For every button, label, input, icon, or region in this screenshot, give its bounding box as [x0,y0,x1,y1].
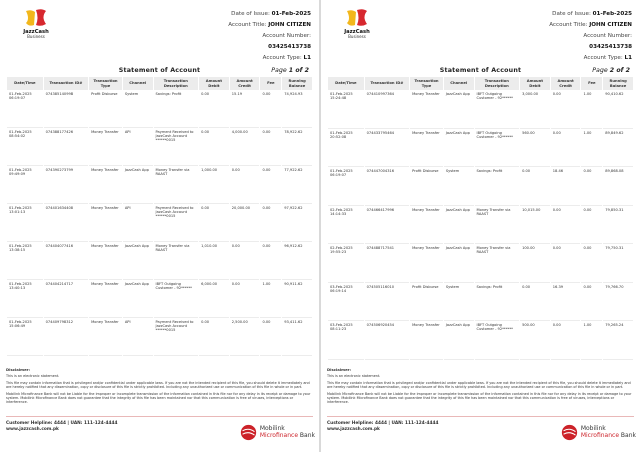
table-row [7,166,312,204]
table-cell: System [444,167,474,206]
account-number: 03425413738 [268,44,311,50]
table-row [7,242,312,280]
col-header: Transaction Description [475,77,520,90]
table-row [7,128,312,166]
table-cell: 3,000.00 [520,90,550,129]
table-cell: API [123,204,153,242]
mobilink-logo: Mobilink Microfinance Bank [240,424,315,441]
disclaimer-heading: Disclaimer: [6,367,31,372]
table-cell: 79,750.31 [603,244,633,283]
table-cell: Money Transfer [410,206,443,245]
table-cell: 03-Feb-2025 08:11:23 [328,321,364,360]
table-cell: JazzCash App [123,242,153,280]
table-cell: IBFT Outgoing Customer - 92****** [475,321,520,360]
statement-title: Statement of Account [118,67,201,74]
table-cell: Savings: Profit [154,90,199,128]
table-cell: 01-Feb-2025 15:24:48 [328,90,364,129]
table-cell: API [123,318,153,356]
table-cell: 0.00 [199,90,229,128]
col-header: Fee [581,77,602,90]
table-cell: 89,849.62 [603,129,633,168]
table-cell: Profit Disburse [410,283,443,322]
table-row [7,280,312,318]
col-header: Fee [260,77,281,90]
table-cell: 0.00 [260,204,281,242]
table-cell: 0.00 [260,128,281,166]
account-number-label: Account Number: [583,33,632,39]
jazzcash-mark-icon [344,7,370,29]
table-cell: 0.00 [520,167,550,206]
disclaimer-text: Mobilink Microfinance Bank will not be Liable for the improper or incomplete transmission of the information contained in this file nor for any delay in its receipt or damage to your system. Mobilink Microfinance Bank does not guarantee that the integrity of this file has been maintained nor that this communication is free of viruses, interceptions or interference. [327,392,632,404]
table-cell: 1.00 [581,321,602,360]
disclaimer-heading: Disclaimer: [327,367,352,372]
disclaimer-text: Mobilink Microfinance Bank will not be Liable for the improper or incomplete transmission of the information contained in this file nor for any delay in its receipt or damage to your system. Mobilink Microfinance Bank does not guarantee that the integrity of this file has been maintained nor that this communication is free of viruses, interceptions or interference. [6,392,311,404]
table-cell: 1.00 [581,129,602,168]
table-cell: Money Transfer [410,244,443,283]
col-header: Channel [444,77,474,90]
table-cell: 78,922.62 [282,128,312,166]
col-header: Date/Time [328,77,364,90]
website-link[interactable]: www.jazzcash.com.pk [327,426,380,432]
table-cell: 01-Feb-2025 09:49:09 [7,166,43,204]
table-cell: 0.00 [230,280,260,318]
account-type: Account Type: L1 [583,55,632,61]
helpline: Customer Helpline: 4444 | UAN: 111-124-4444 [327,421,439,426]
table-cell: Money Transfer [89,128,122,166]
table-cell: 02-Feb-2025 19:55:23 [328,244,364,283]
table-cell: 0.00 [551,206,581,245]
table-cell: 074447004316 [365,167,410,206]
table-cell: Money Transfer [410,129,443,168]
jazzcash-mark-icon [23,7,49,29]
table-cell: 0.00 [581,206,602,245]
table-cell: Money Transfer [410,321,443,360]
table-row [328,90,633,129]
table-cell: Money Transfer via RAAST [154,166,199,204]
statement-title: Statement of Account [439,67,522,74]
table-row [7,90,312,128]
logo-subtext: Business [348,34,366,39]
statement-page-2 [321,0,640,452]
table-cell: 074401634408 [44,204,89,242]
date-of-issue: Date of Issue: 01-Feb-2025 [231,11,311,17]
table-cell: JazzCash App [444,321,474,360]
account-number-label: Account Number: [262,33,311,39]
table-cell: 0.00 [230,242,260,280]
footer-divider [6,416,313,417]
col-header: Transaction Description [154,77,199,90]
table-cell: 01-Feb-2025 13:40:13 [7,280,43,318]
account-title: Account Title: JOHN CITIZEN [228,22,311,28]
col-header: Amount Debit [520,77,550,90]
table-cell: 0.00 [581,244,602,283]
jazzcash-logo [340,7,374,39]
table-cell: Savings: Profit [475,283,520,322]
table-cell: Savings: Profit [475,167,520,206]
logo-text: JazzCash [23,29,49,35]
disclaimer-text: This file may contain information that is privileged and/or confidential under applicable laws. If you are not the intended recipient of this file, you should delete it immediately and are hereby notified that any dissemination, copy or disclosure of this file is strictly prohibited. Including any unauthorized use or communication of this file in whole or in part. [6,381,310,389]
table-cell: Profit Disburse [89,90,122,128]
mobilink-globe-icon [561,424,578,441]
table-cell: 0.00 [199,128,229,166]
table-cell: Payment Received to JazzCash Account ******0015 [154,128,199,166]
table-cell: JazzCash App [123,280,153,318]
table-cell: 03-Feb-2025 06:19:14 [328,283,364,322]
disclaimer-text: This is an electronic statement. [327,374,381,378]
table-cell: Money Transfer via RAAST [475,206,520,245]
table-cell: 0.00 [520,283,550,322]
footer-divider [327,416,634,417]
statement-page-1 [0,0,319,452]
table-cell: 01-Feb-2025 15:06:49 [7,318,43,356]
col-header: Transaction Type [89,77,122,90]
table-cell: Money Transfer [89,280,122,318]
table-cell: 0.00 [551,321,581,360]
table-cell: 10,015.00 [520,206,550,245]
table-cell: Money Transfer [89,318,122,356]
table-cell: 0.00 [551,90,581,129]
col-header: Transaction Type [410,77,443,90]
table-cell: 79,850.31 [603,206,633,245]
disclaimer [6,368,313,407]
account-number: 03425413738 [589,44,632,50]
table-cell: IBFT Outgoing Customer - 92****** [475,90,520,129]
table-header-row [328,77,633,90]
table-cell: 93,411.62 [282,318,312,356]
table-cell: 0.00 [581,283,602,322]
table-header-row [7,77,312,90]
table-cell: 074506920454 [365,321,410,360]
table-cell: 500.00 [520,321,550,360]
table-cell: Payment Received to JazzCash Account ******0015 [154,204,199,242]
table-cell: 074388177426 [44,128,89,166]
mobilink-logo: Mobilink Microfinance Bank [561,424,636,441]
table-row [328,167,633,206]
disclaimer [327,368,634,407]
table-cell: 1,000.00 [199,166,229,204]
table-cell: 074466417996 [365,206,410,245]
page-number: Page 2 of 2 [592,67,630,74]
table-row [7,318,312,356]
mobilink-globe-icon [240,424,257,441]
table-cell: 20,000.00 [230,204,260,242]
table-cell: 074488717541 [365,244,410,283]
col-header: Running Balance [603,77,633,90]
table-cell: 97,922.62 [282,204,312,242]
table-cell: 4,000.00 [230,128,260,166]
account-meta [228,9,311,64]
transactions-table [6,77,313,356]
table-cell: 90,911.62 [282,280,312,318]
table-cell: 100.00 [520,244,550,283]
table-cell: 0.00 [260,166,281,204]
logo-text: JazzCash [344,29,370,35]
col-header: Amount Credit [551,77,581,90]
account-meta [549,9,632,64]
table-cell: IBFT Outgoing Customer - 92****** [154,280,199,318]
transactions-table [327,77,634,360]
col-header: Channel [123,77,153,90]
table-cell: 89,868.08 [603,167,633,206]
table-cell: 07438514099B [44,90,89,128]
table-cell: 77,922.62 [282,166,312,204]
table-cell: 15.19 [230,90,260,128]
table-cell: 6,000.00 [199,280,229,318]
table-cell: 79,265.24 [603,321,633,360]
table-cell: 01-Feb-2025 06:19:07 [7,90,43,128]
table-cell: Money Transfer [89,242,122,280]
table-cell: 16.39 [551,283,581,322]
table-cell: 79,766.70 [603,283,633,322]
table-row [328,206,633,245]
helpline: Customer Helpline: 4444 | UAN: 111-124-4444 [6,421,118,426]
table-cell: IBFT Outgoing Customer - 92****** [475,129,520,168]
jazzcash-logo [19,7,53,39]
table-row [7,204,312,242]
table-cell: 90,410.62 [603,90,633,129]
table-cell: 0.00 [199,204,229,242]
table-cell: JazzCash App [444,90,474,129]
table-cell: 074433795464 [365,129,410,168]
table-cell: 074390273799 [44,166,89,204]
table-cell: 1,010.00 [199,242,229,280]
table-cell: System [123,90,153,128]
table-cell: 0.00 [199,318,229,356]
table-cell: 074505116010 [365,283,410,322]
table-cell: 01-Feb-2025 13:01:13 [7,204,43,242]
table-cell: 74,924.93 [282,90,312,128]
table-cell: 074410997364 [365,90,410,129]
table-row [328,283,633,322]
contact-info [6,421,117,432]
table-cell: 01-Feb-2025 08:54:02 [7,128,43,166]
table-cell: Money Transfer via RAAST [475,244,520,283]
col-header: Transaction ID# [44,77,89,90]
table-cell: API [123,128,153,166]
website-link[interactable]: www.jazzcash.com.pk [6,426,59,432]
col-header: Date/Time [7,77,43,90]
table-cell: JazzCash App [444,244,474,283]
table-cell: 0.00 [260,318,281,356]
table-cell: 0.00 [260,90,281,128]
table-cell: 0.00 [230,166,260,204]
table-cell: 01-Feb-2025 13:38:15 [7,242,43,280]
table-row [328,129,633,168]
page-header [6,4,313,67]
table-cell: Money Transfer [89,166,122,204]
account-type: Account Type: L1 [262,55,311,61]
table-cell: 1.00 [581,90,602,129]
disclaimer-text: This file may contain information that is privileged and/or confidential under applicable laws. If you are not the intended recipient of this file, you should delete it immediately and are hereby notified that any dissemination, copy or disclosure of this file is strictly prohibited. Including any unauthorized use or communication of this file in whole or in part. [327,381,631,389]
table-cell: 0.00 [581,167,602,206]
page-number: Page 1 of 2 [271,67,309,74]
logo-subtext: Business [27,34,45,39]
table-cell: Profit Disburse [410,167,443,206]
table-cell: JazzCash App [444,206,474,245]
col-header: Amount Debit [199,77,229,90]
table-cell: 18.46 [551,167,581,206]
table-cell: 074404214717 [44,280,89,318]
table-cell: Payment Received to JazzCash Account ******0015 [154,318,199,356]
table-cell: 01-Feb-2025 06:19:07 [328,167,364,206]
col-header: Running Balance [282,77,312,90]
table-cell: 0.00 [260,242,281,280]
col-header: Transaction ID# [365,77,410,90]
table-row [328,244,633,283]
table-cell: 560.00 [520,129,550,168]
table-cell: Money Transfer [410,90,443,129]
table-row [328,321,633,360]
table-cell: Money Transfer via RAAST [154,242,199,280]
table-cell: Money Transfer [89,204,122,242]
table-cell: 0.00 [551,129,581,168]
table-cell: JazzCash App [123,166,153,204]
date-of-issue: Date of Issue: 01-Feb-2025 [552,11,632,17]
table-cell: JazzCash App [444,129,474,168]
table-cell: 1.00 [260,280,281,318]
table-cell: 02-Feb-2025 14:14:33 [328,206,364,245]
col-header: Amount Credit [230,77,260,90]
table-cell: 074409798312 [44,318,89,356]
table-cell: System [444,283,474,322]
disclaimer-text: This is an electronic statement. [6,374,60,378]
table-cell: 96,912.62 [282,242,312,280]
table-cell: 2,500.00 [230,318,260,356]
table-cell: 01-Feb-2025 20:52:08 [328,129,364,168]
page-header [327,4,634,67]
table-cell: 0.00 [551,244,581,283]
contact-info [327,421,438,432]
table-cell: 074404077416 [44,242,89,280]
account-title: Account Title: JOHN CITIZEN [549,22,632,28]
